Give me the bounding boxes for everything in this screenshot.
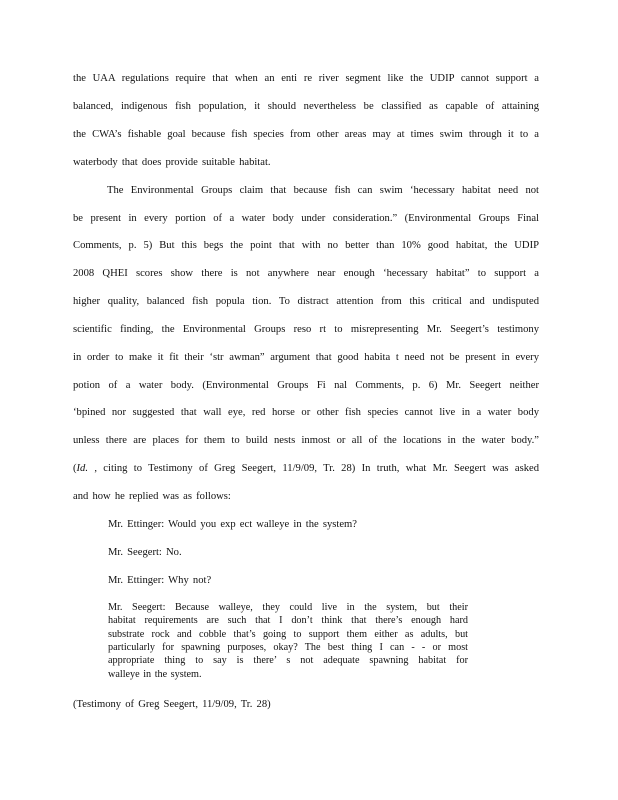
paragraph-2-line-4: 2008 QHEI scores show there is not anywhere near enough ‘hecessary habitat” to support a	[73, 268, 539, 279]
paragraph-2-line-8: potion of a water body. (Environmental Groups Fi nal Comments, p. 6) Mr. Seegert neither	[73, 380, 539, 391]
paragraph-2-line-10: unless there are places for them to build nests inmost or all of the locations in the water body.”	[73, 435, 539, 446]
transcript-question-2: Mr. Ettinger: Why not?	[108, 575, 212, 586]
transcript-answer-2-line-2: habitat requirements are such that I don’t think that there’s enough hard	[108, 615, 468, 626]
transcript-answer-2-line-1: Mr. Seegert: Because walleye, they could live in the system, but their	[108, 602, 468, 613]
paragraph-2-line-7: in order to make it fit their ‘str awman” argument that good habita t need not be present in every	[73, 352, 539, 363]
paragraph-2-line-3: Comments, p. 5) But this begs the point that with no better than 10% good habitat, the UDIP	[73, 240, 539, 251]
paragraph-2-line-6: scientific finding, the Environmental Groups reso rt to misrepresenting Mr. Seegert’s testimony	[73, 324, 539, 335]
transcript-answer-2-line-3: substrate rock and cobble that’s going to support them either as adults, but	[108, 629, 468, 640]
transcript-answer-2-line-4: particularly for spawning purposes, okay? The best thing I can - - or most	[108, 642, 468, 653]
transcript-answer-2-line-6: walleye in the system.	[108, 669, 202, 680]
testimony-citation: (Testimony of Greg Seegert, 11/9/09, Tr. 28)	[73, 699, 271, 710]
paragraph-2-line-2: be present in every portion of a water body under consideration.” (Environmental Groups Final	[73, 213, 539, 224]
paragraph-1-line-3: the CWA’s fishable goal because fish species from other areas may at times swim through it to a	[73, 129, 539, 140]
cite-open-paren: (	[73, 463, 77, 474]
paragraph-1-line-1: the UAA regulations require that when an enti re river segment like the UDIP cannot support a	[73, 73, 539, 84]
cite-rest: , citing to Testimony of Greg Seegert, 11/9/09, Tr. 28) In truth, what Mr. Seegert was asked	[88, 463, 539, 474]
transcript-answer-2-line-5: appropriate thing to say is there’ s not adequate spawning habitat for	[108, 655, 468, 666]
transcript-answer-1: Mr. Seegert: No.	[108, 547, 182, 558]
paragraph-2-line-9: ‘bpined nor suggested that wall eye, red horse or other fish species cannot live in a water body	[73, 407, 539, 418]
paragraph-1-line-4: waterbody that does provide suitable habitat.	[73, 157, 271, 168]
paragraph-2-last-line: and how he replied was as follows:	[73, 491, 231, 502]
paragraph-1-line-2: balanced, indigenous fish population, it should nevertheless be classified as capable of attaining	[73, 101, 539, 112]
cite-id: Id.	[76, 463, 89, 474]
transcript-question-1: Mr. Ettinger: Would you exp ect walleye in the system?	[108, 519, 357, 530]
paragraph-2-line-5: higher quality, balanced fish popula tion. To distract attention from this critical and undisputed	[73, 296, 539, 307]
paragraph-2-citation-line	[73, 462, 539, 476]
paragraph-2-line-1: The Environmental Groups claim that because fish can swim ‘hecessary habitat need not	[107, 185, 539, 196]
